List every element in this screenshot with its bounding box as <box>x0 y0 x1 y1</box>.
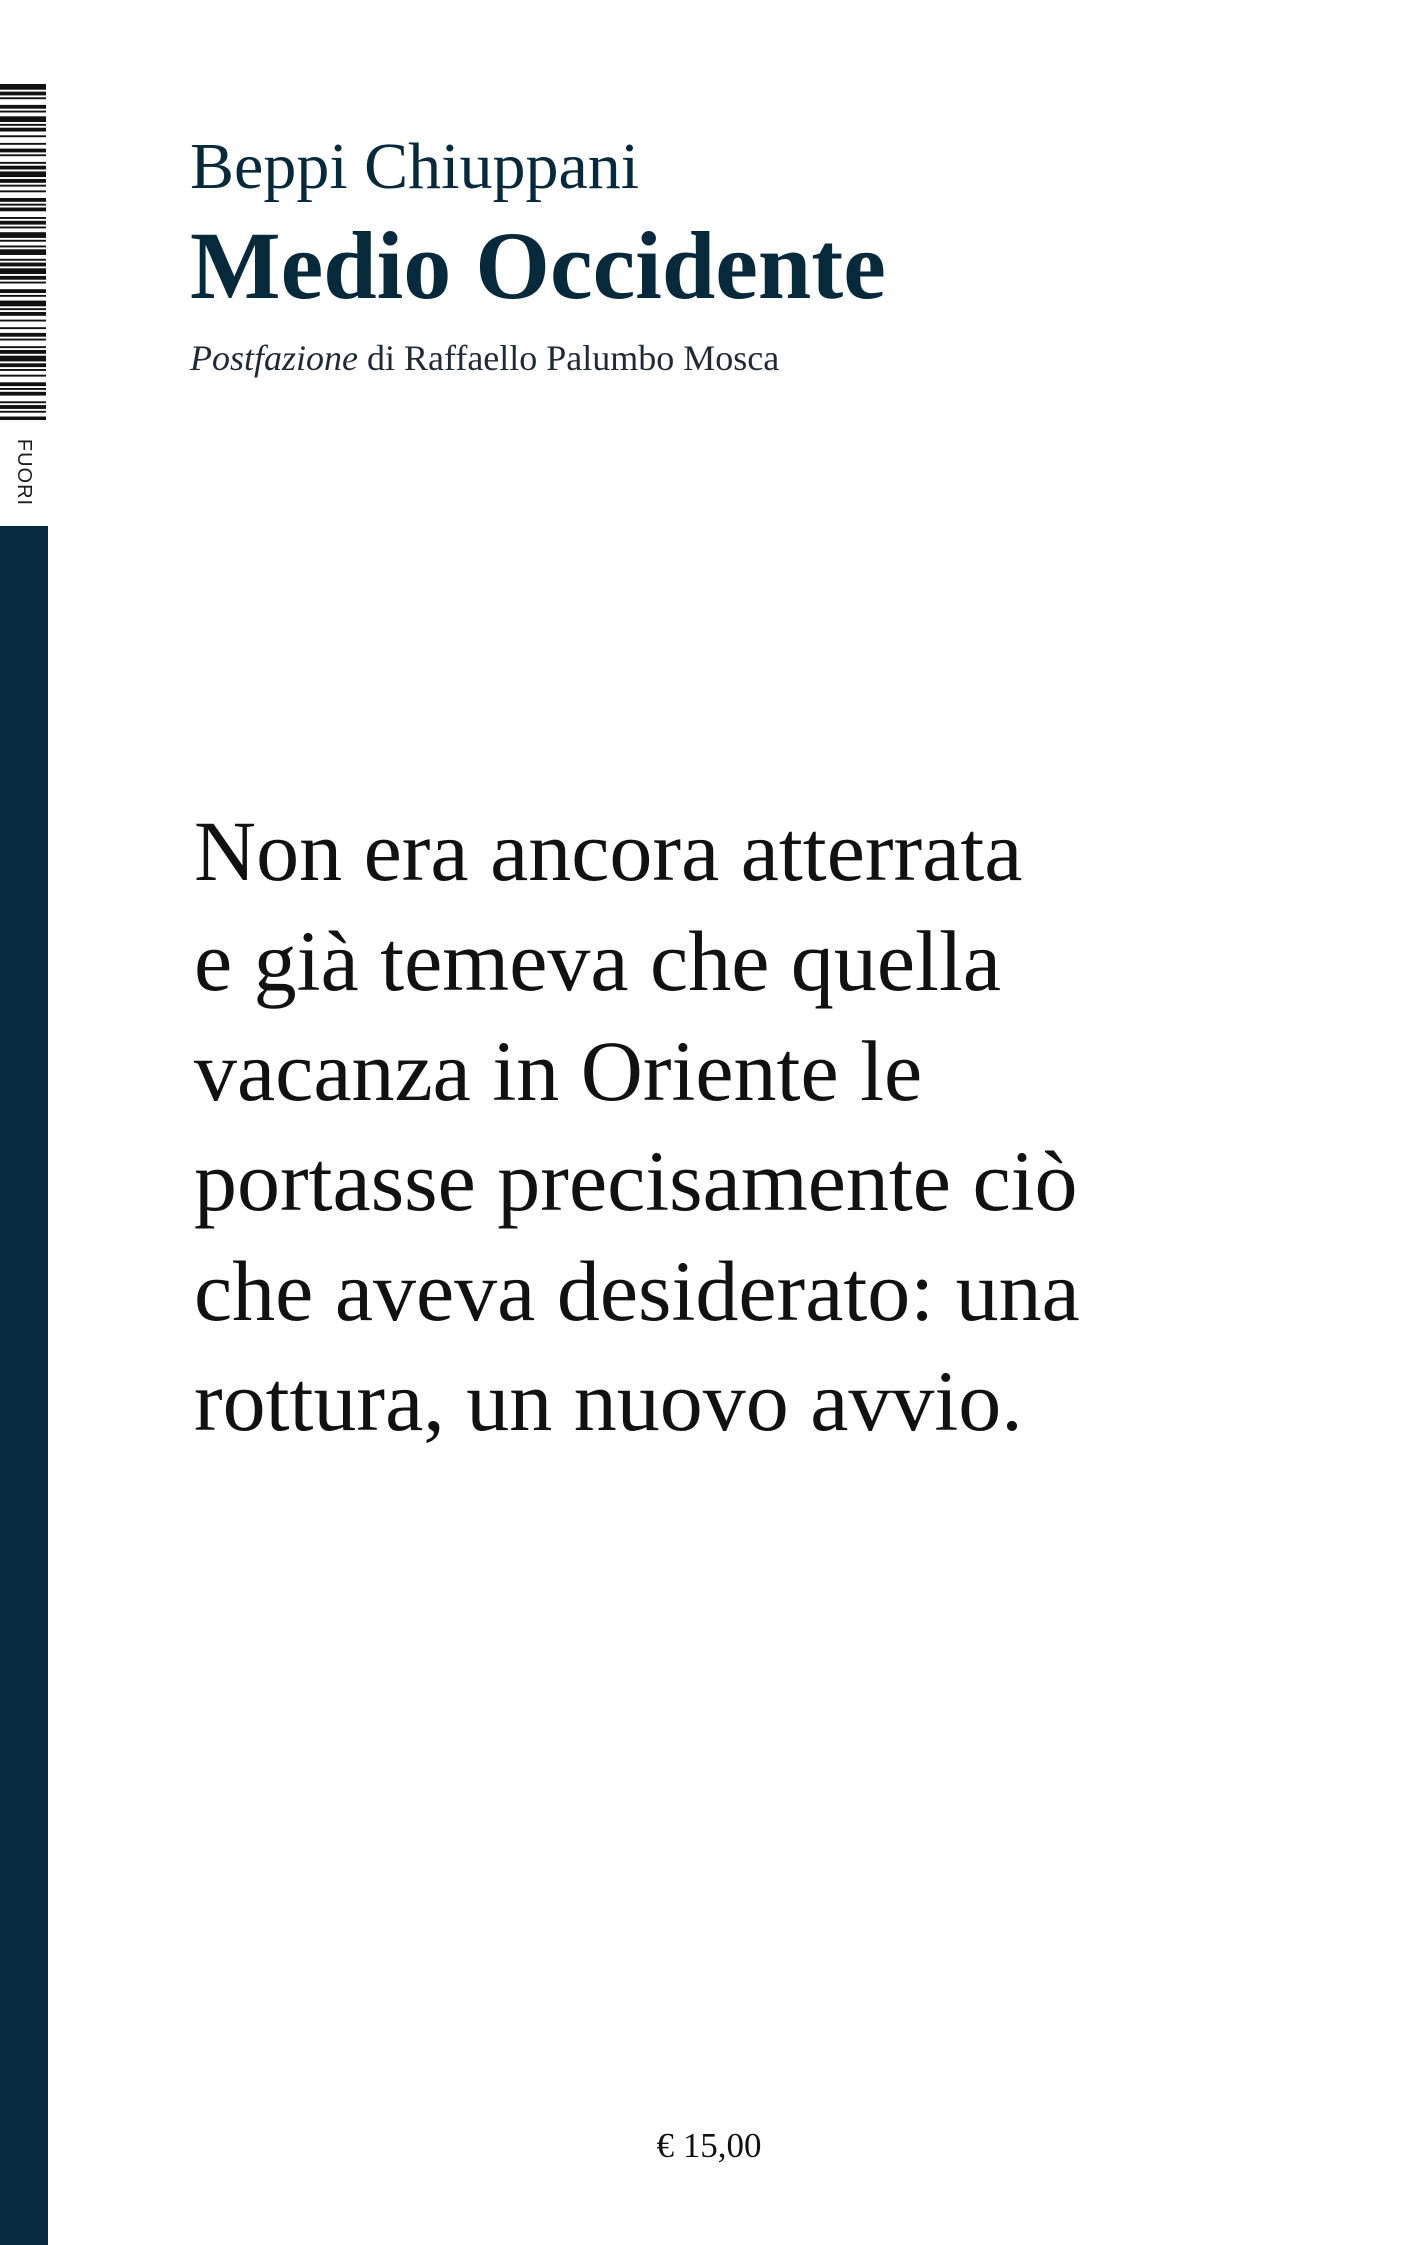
afterword-author: di Raffaello Palumbo Mosca <box>367 338 780 378</box>
blurb-line: portasse precisamente ciò <box>194 1133 1078 1229</box>
barcode-stripe <box>0 128 46 132</box>
barcode-stripe <box>0 263 46 267</box>
barcode-stripe <box>0 111 46 113</box>
barcode-stripe <box>0 204 46 206</box>
barcode-stripe <box>0 339 46 341</box>
barcode-stripe <box>0 382 46 386</box>
barcode-stripe <box>0 356 46 362</box>
series-name: FUORI <box>13 438 36 506</box>
barcode-stripe <box>0 411 46 413</box>
barcode-stripe <box>0 388 46 390</box>
blurb <box>194 796 1314 1456</box>
barcode-stripe <box>0 249 46 255</box>
blurb-line: vacanza in Oriente le <box>194 1023 923 1119</box>
book-title: Medio Occidente <box>190 212 886 319</box>
barcode-stripe <box>0 208 46 212</box>
afterword-label: Postfazione <box>190 338 358 378</box>
barcode-stripe <box>0 392 46 396</box>
barcode-stripe <box>0 154 46 156</box>
blurb-line: Non era ancora atterrata <box>194 803 1023 899</box>
barcode-stripe <box>0 375 46 377</box>
barcode-stripe <box>0 246 46 248</box>
barcode-stripe <box>0 232 46 238</box>
barcode-stripe <box>0 84 46 90</box>
barcode-stripe <box>0 417 46 421</box>
barcode-stripe <box>0 166 46 170</box>
spine-bar <box>0 526 48 2245</box>
barcode-stripe <box>0 369 46 371</box>
barcode-stripe <box>0 116 46 122</box>
barcode-stripe <box>0 320 46 322</box>
barcode-stripe <box>0 333 46 337</box>
barcode-stripe <box>0 259 46 261</box>
blurb-line: e già temeva che quella <box>194 913 1002 1009</box>
barcode-stripe <box>0 308 46 310</box>
barcode-stripe <box>0 295 46 297</box>
barcode-stripe <box>0 97 46 99</box>
barcode-stripe <box>0 124 46 126</box>
blurb-line: che aveva desiderato: una <box>194 1243 1080 1339</box>
afterword-credit <box>190 340 779 376</box>
barcode-stripe <box>0 92 46 96</box>
blurb-line: rottura, un nuovo avvio. <box>194 1353 1023 1449</box>
barcode-stripe <box>0 135 46 137</box>
barcode-stripe <box>0 190 46 192</box>
barcode-stripe <box>0 405 46 409</box>
barcode-stripe <box>0 268 46 274</box>
barcode-stripe <box>0 149 46 153</box>
series-label <box>2 432 46 512</box>
barcode-stripe <box>0 240 46 242</box>
barcode-stripe <box>0 171 46 177</box>
barcode-stripe <box>0 282 46 284</box>
barcode-stripe <box>0 198 46 202</box>
barcode-stripe <box>0 363 46 367</box>
barcode-stripe <box>0 289 46 293</box>
barcode-stripe <box>0 350 46 354</box>
barcode-stripe <box>0 301 46 307</box>
barcode <box>0 84 46 420</box>
barcode-stripe <box>0 221 46 225</box>
barcode-stripe <box>0 162 46 164</box>
barcode-stripe <box>0 143 46 145</box>
barcode-stripe <box>0 276 46 280</box>
barcode-stripe <box>0 185 46 187</box>
barcode-stripe <box>0 105 46 109</box>
barcode-stripe <box>0 312 46 316</box>
barcode-stripe <box>0 346 46 348</box>
barcode-stripe <box>0 401 46 403</box>
price: € 15,00 <box>656 2126 762 2165</box>
author-name: Beppi Chiuppani <box>190 130 640 203</box>
barcode-stripe <box>0 217 46 219</box>
barcode-stripe <box>0 227 46 229</box>
barcode-stripe <box>0 327 46 329</box>
barcode-stripe <box>0 179 46 183</box>
